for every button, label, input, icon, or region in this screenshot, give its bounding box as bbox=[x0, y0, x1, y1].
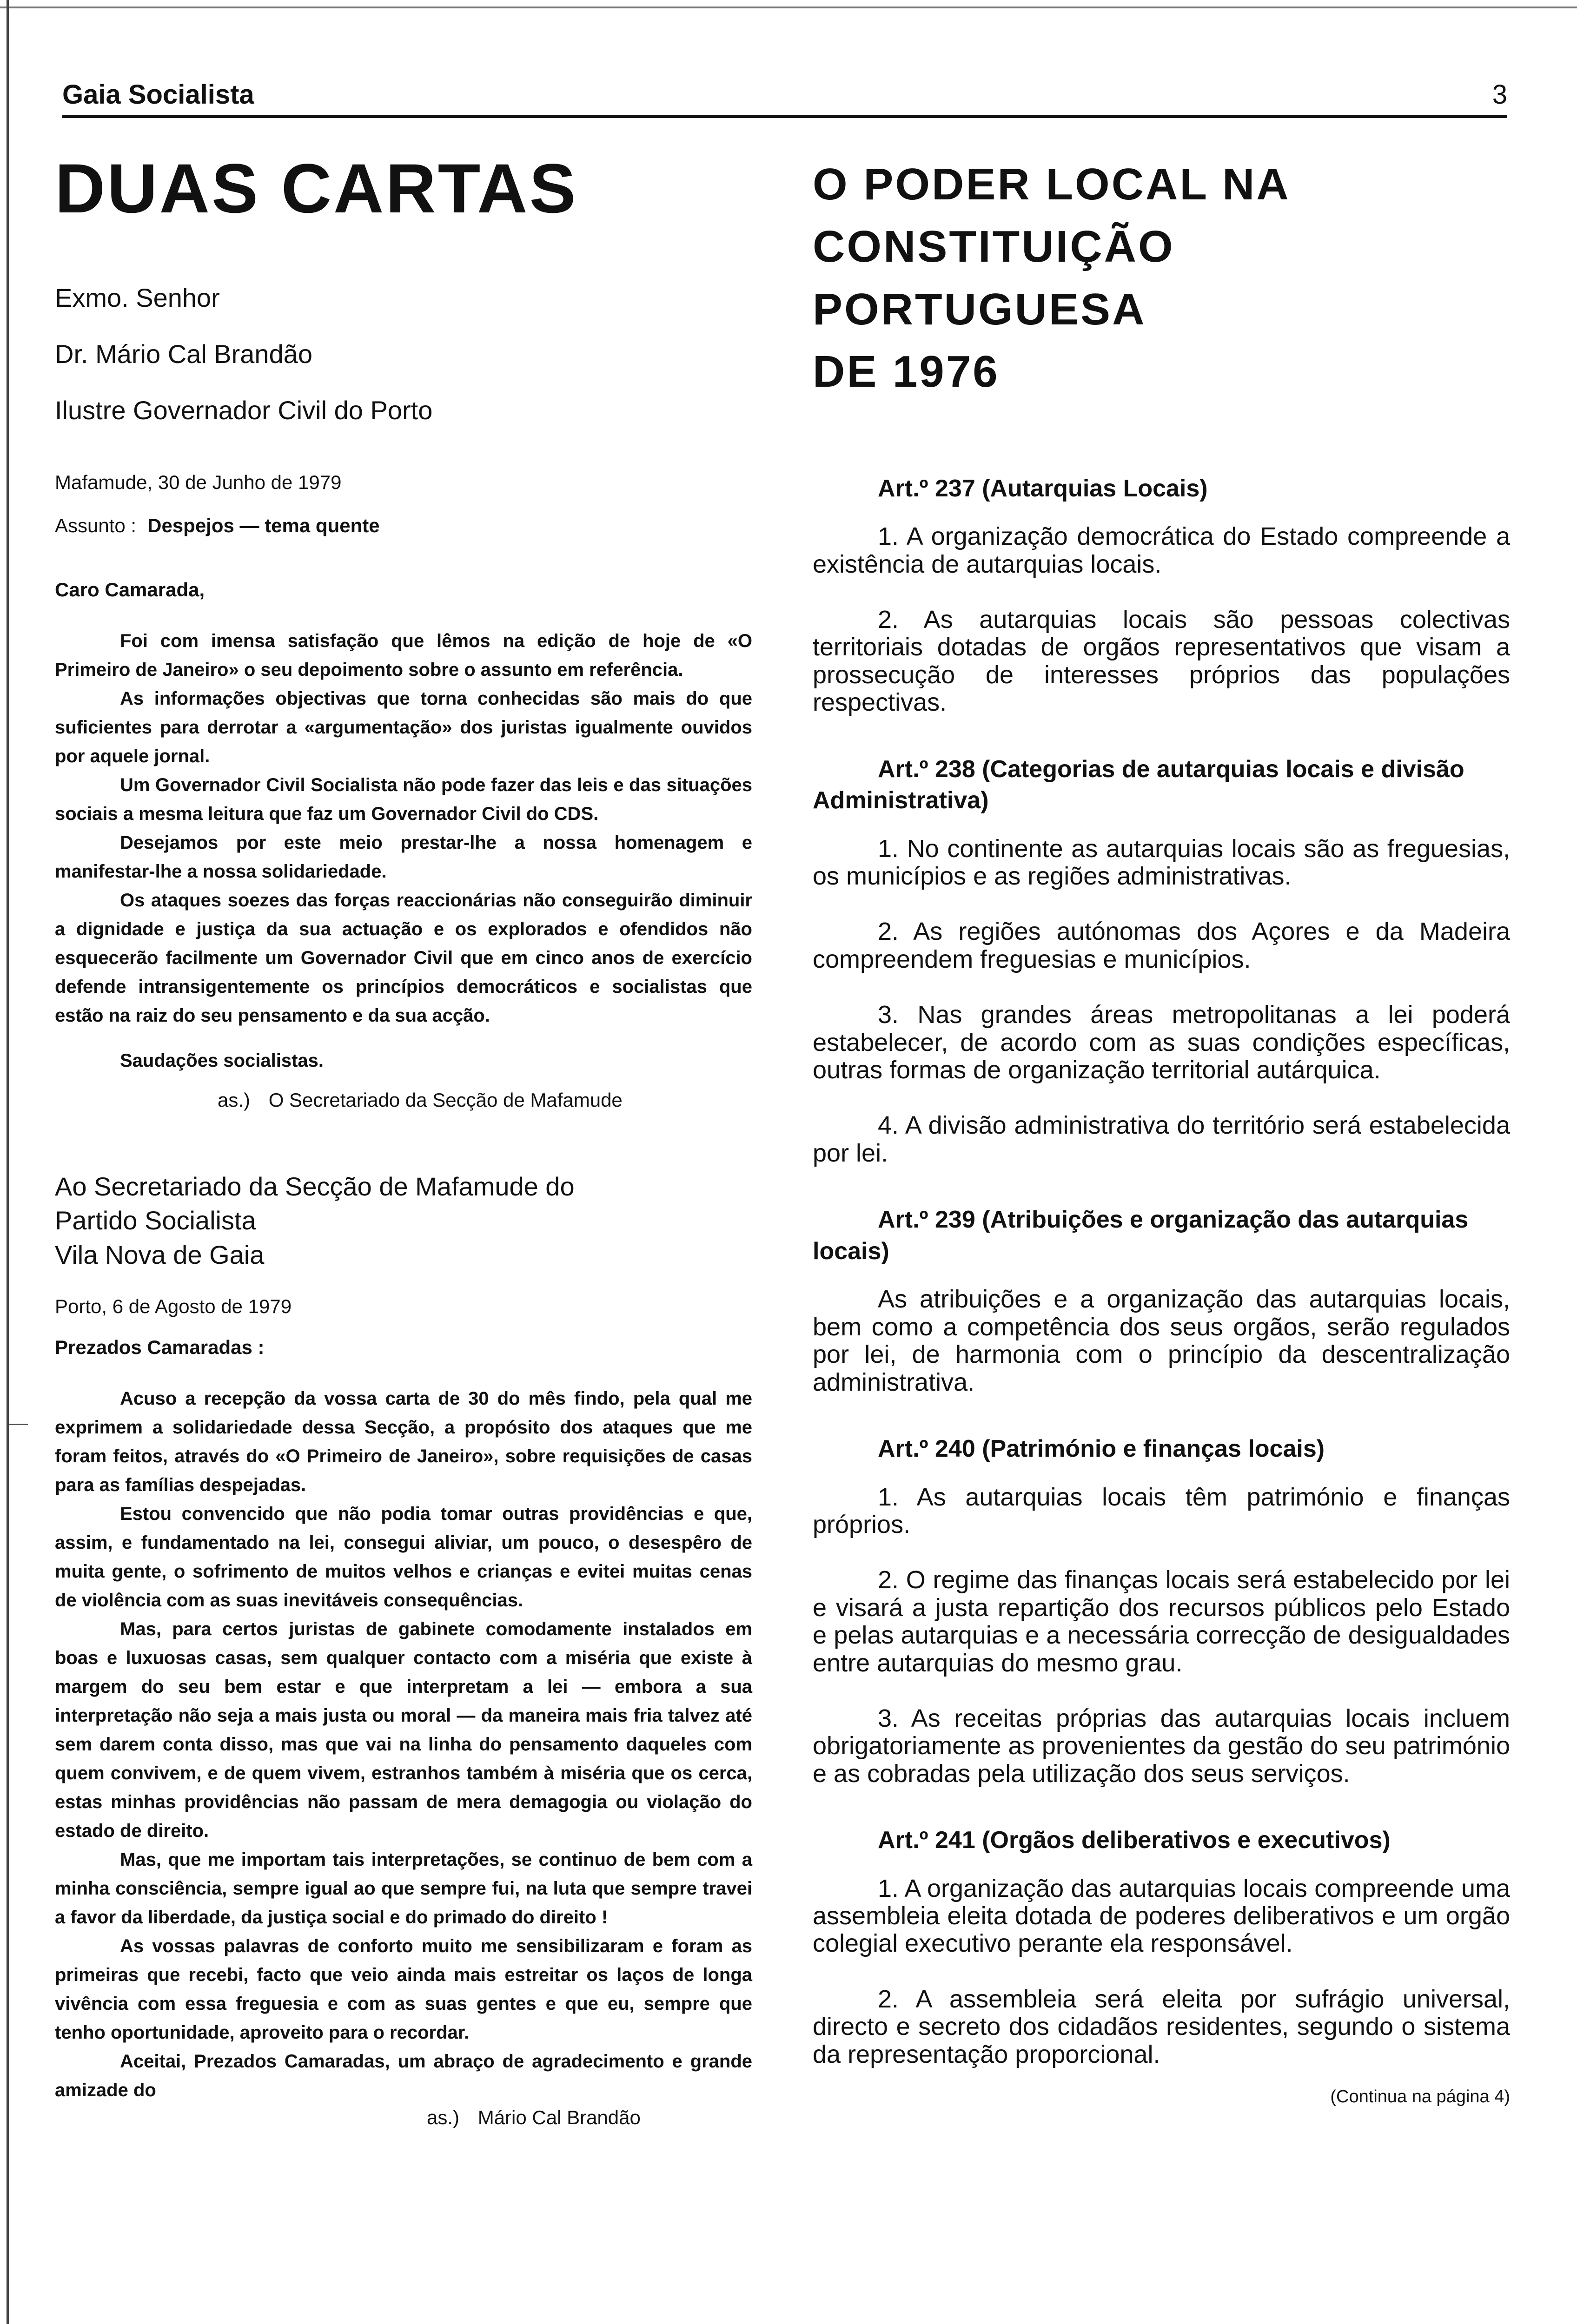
letter2-greeting: Prezados Camaradas : bbox=[55, 1336, 265, 1359]
article-237 bbox=[813, 473, 1510, 717]
letter2-signature-row bbox=[55, 2106, 752, 2129]
article-paragraph: 2. A assembleia será eleita por sufrágio universal, directo e secreto dos cidadãos residentes, segundo o sistema da representação proporcional. bbox=[813, 1985, 1510, 2068]
scan-edge-left bbox=[0, 0, 9, 2324]
margin-mark: — bbox=[9, 1413, 28, 1433]
address-line: Vila Nova de Gaia bbox=[55, 1240, 265, 1270]
signature-name: O Secretariado da Secção de Mafamude bbox=[268, 1089, 623, 1111]
letter1-body bbox=[55, 627, 752, 1075]
right-column bbox=[813, 153, 1510, 2107]
letter-paragraph: As vossas palavras de conforto muito me sensibilizaram e foram as primeiras que recebi, facto que veio ainda mais estreitar os laços de longa vivência com essa freguesia e com as suas gentes e que eu, sempre que tenho oportunidade, aproveito para o recordar. bbox=[55, 1936, 752, 2043]
letter-paragraph: Estou convencido que não podia tomar outras providências e que, assim, e fundamentado na lei, consegui aliviar, um pouco, o desespêro de muita gente, o sofrimento de muitos velhos e crianças e evitei muitas cenas de violência com as suas inevitáveis consequências. bbox=[55, 1504, 752, 1611]
title-line: CONSTITUIÇÃO PORTUGUESA bbox=[813, 222, 1175, 334]
letter-paragraph: Desejamos por este meio prestar-lhe a nossa homenagem e manifestar-lhe a nossa solidariedade. bbox=[55, 832, 752, 882]
article-241 bbox=[813, 1825, 1510, 2068]
article-heading: Art.º 240 (Património e finanças locais) bbox=[878, 1435, 1325, 1462]
address-line: Partido Socialista bbox=[55, 1206, 256, 1235]
title-line: DE 1976 bbox=[813, 347, 1000, 397]
right-title bbox=[813, 153, 1510, 403]
article-paragraph: As atribuições e a organização das autarquias locais, bem como a competência dos seus orgãos, serão regulados por lei, de harmonia com o princípio da descentralização administrativa. bbox=[813, 1285, 1510, 1396]
left-title: DUAS CARTAS bbox=[55, 149, 578, 227]
article-239 bbox=[813, 1204, 1510, 1396]
article-paragraph: 1. As autarquias locais têm património e finanças próprios. bbox=[813, 1483, 1510, 1538]
letter-closing: Saudações socialistas. bbox=[120, 1050, 324, 1071]
signature-prefix: as.) bbox=[427, 2106, 460, 2129]
letter-paragraph: Foi com imensa satisfação que lêmos na edição de hoje de «O Primeiro de Janeiro» o seu depoimento sobre o assunto em referência. bbox=[55, 630, 752, 680]
letter-paragraph: Aceitai, Prezados Camaradas, um abraço de agradecimento e grande amizade do bbox=[55, 2051, 752, 2101]
article-heading: Art.º 241 (Orgãos deliberativos e executivos) bbox=[878, 1827, 1391, 1854]
signature-prefix: as.) bbox=[218, 1089, 251, 1111]
header-rule bbox=[62, 115, 1507, 118]
letter1-subject-row bbox=[55, 515, 752, 537]
letter1-signature-row bbox=[55, 1089, 752, 1111]
article-240 bbox=[813, 1433, 1510, 1788]
scan-edge-top bbox=[0, 0, 1577, 8]
letter-paragraph: Os ataques soezes das forças reaccionárias não conseguirão diminuir a dignidade e justiça da sua actuação e os explorados e ofendidos não esquecerão facilmente um Governador Civil que em cinco anos de exercício defende intransigentemente os princípios democráticos e socialistas que estão na raiz do seu pensamento e da sua acção. bbox=[55, 890, 752, 1026]
address-line: Ao Secretariado da Secção de Mafamude do bbox=[55, 1171, 575, 1201]
article-paragraph: 1. A organização das autarquias locais compreende uma assembleia eleita dotada de poderes deliberativos e um orgão colegial executivo perante ela responsável. bbox=[813, 1874, 1510, 1958]
title-line: O PODER LOCAL NA bbox=[813, 159, 1291, 209]
salutation-line: Ilustre Governador Civil do Porto bbox=[55, 396, 433, 425]
article-paragraph: 3. Nas grandes áreas metropolitanas a lei poderá estabelecer, de acordo com as suas condições específicas, outras formas de organização territorial autárquica. bbox=[813, 1001, 1510, 1084]
subject-text: Despejos — tema quente bbox=[147, 514, 380, 536]
article-heading: Art.º 239 (Atribuições e organização das autarquias locais) bbox=[813, 1206, 1469, 1265]
article-paragraph: 1. No continente as autarquias locais são as freguesias, os municípios e as regiões administrativas. bbox=[813, 834, 1510, 891]
article-238 bbox=[813, 754, 1510, 1168]
letter2-address bbox=[55, 1169, 752, 1273]
article-paragraph: 1. A organização democrática do Estado compreende a existência de autarquias locais. bbox=[813, 522, 1510, 578]
article-heading: Art.º 238 (Categorias de autarquias locais e divisão Administrativa) bbox=[813, 755, 1464, 814]
letter2-body bbox=[55, 1384, 752, 2105]
article-paragraph: 2. As regiões autónomas dos Açores e da Madeira compreendem freguesias e municípios. bbox=[813, 918, 1510, 973]
letter-paragraph: As informações objectivas que torna conhecidas são mais do que suficientes para derrotar a «argumentação» dos juristas igualmente ouvidos por aquele jornal. bbox=[55, 688, 752, 766]
continuation-note: (Continua na página 4) bbox=[1330, 2087, 1510, 2106]
letter-paragraph: Um Governador Civil Socialista não pode fazer das leis e das situações sociais a mesma leitura que faz um Governador Civil do CDS. bbox=[55, 774, 752, 824]
article-paragraph: 2. As autarquias locais são pessoas colectivas territoriais dotadas de orgãos representativos que visam a prossecução de interesses próprios das populações respectivas. bbox=[813, 605, 1510, 717]
article-paragraph: 3. As receitas próprias das autarquias locais incluem obrigatoriamente as provenientes da gestão do seu património e as cobradas pela utilização dos seus serviços. bbox=[813, 1704, 1510, 1788]
letter1-greeting: Caro Camarada, bbox=[55, 578, 205, 601]
article-paragraph: 4. A divisão administrativa do território será estabelecida por lei. bbox=[813, 1111, 1510, 1167]
letter2-place-date: Porto, 6 de Agosto de 1979 bbox=[55, 1295, 292, 1318]
article-heading: Art.º 237 (Autarquias Locais) bbox=[878, 475, 1208, 502]
letter-paragraph: Mas, que me importam tais interpretações, se continuo de bem com a minha consciência, sempre igual ao que sempre fui, na luta que sempre travei a favor da liberdade, da justiça social e do primado do direito ! bbox=[55, 1849, 752, 1928]
left-column bbox=[55, 149, 752, 2129]
publication-name: Gaia Socialista bbox=[62, 79, 254, 110]
letter-paragraph: Acuso a recepção da vossa carta de 30 do mês findo, pela qual me exprimem a solidariedade dessa Secção, a propósito dos ataques que me foram feitos, através do «O Primeiro de Janeiro», sobre requisições de casas para as famílias despejadas. bbox=[55, 1388, 752, 1496]
article-paragraph: 2. O regime das finanças locais será estabelecido por lei e visará a justa repartição dos recursos públicos pelo Estado e pelas autarquias e a necessária correcção de desigualdades entre autarquias do mesmo grau. bbox=[813, 1566, 1510, 1677]
subject-label: Assunto : bbox=[55, 514, 137, 536]
page-number: 3 bbox=[1492, 79, 1507, 110]
signature-name: Mário Cal Brandão bbox=[477, 2106, 641, 2129]
letter1-salutation bbox=[55, 279, 752, 429]
salutation-line: Exmo. Senhor bbox=[55, 283, 220, 312]
letter1-place-date: Mafamude, 30 de Junho de 1979 bbox=[55, 471, 342, 493]
salutation-line: Dr. Mário Cal Brandão bbox=[55, 339, 313, 369]
letter-paragraph: Mas, para certos juristas de gabinete comodamente instalados em boas e luxuosas casas, sem qualquer contacto com a miséria que existe à margem do seu bem estar e que interpretam a lei — embora a sua interpretação não seja a mais justa ou moral — da maneira mais fria talvez até sem darem conta disso, mas que vai na linha do pensamento daqueles com quem convivem, e de quem vivem, estranhos também à miséria que os cerca, estas minhas providências não passam de mera demagogia ou violação do estado de direito. bbox=[55, 1619, 752, 1842]
